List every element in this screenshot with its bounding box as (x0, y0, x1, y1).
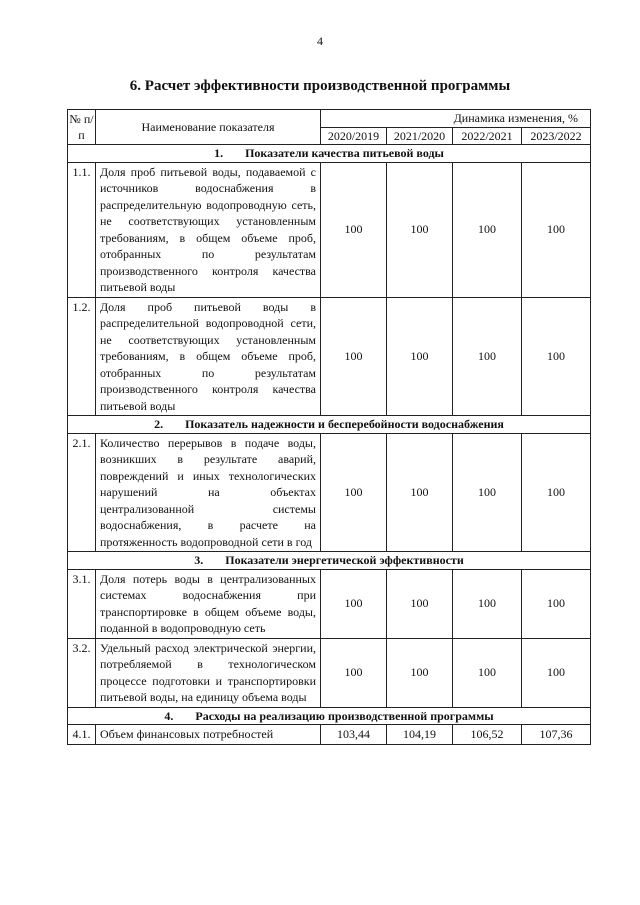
indicator-name: Удельный расход электрической энергии, потребляемой в технологическом процессе подготовки и транспортировки питьевой воды, на единицу объема воды (96, 638, 321, 707)
header-num: № п/п (68, 110, 96, 145)
efficiency-table (67, 109, 591, 745)
indicator-name: Доля проб питьевой воды, подаваемой с источников водоснабжения в распределительную водопроводную сеть, не соответствующих установленным требованиям, в общем объеме проб, отобранных по результатам производственного контроля качества питьевой воды (96, 162, 321, 297)
header-period: 2022/2021 (453, 127, 522, 145)
section-heading (68, 552, 591, 570)
indicator-value: 103,44 (321, 725, 387, 745)
page-number: 4 (317, 34, 323, 48)
indicator-value: 100 (387, 297, 453, 416)
section-number: 1. (214, 146, 224, 160)
indicator-value: 100 (387, 433, 453, 552)
indicator-value: 100 (453, 433, 522, 552)
indicator-name: Объем финансовых потребностей (96, 725, 321, 745)
indicator-value: 100 (387, 162, 453, 297)
section-number: 3. (194, 553, 204, 567)
table-row (68, 297, 591, 416)
indicator-value: 100 (321, 433, 387, 552)
indicator-value: 104,19 (387, 725, 453, 745)
indicator-name: Количество перерывов в подаче воды, возникших в результате аварий, повреждений и иных технологических нарушений на объектах централизованной системы водоснабжения, в расчете на протяженность водопроводной сети в год (96, 433, 321, 552)
section-number: 2. (154, 417, 164, 431)
row-number: 2.1. (68, 433, 96, 552)
indicator-value: 100 (522, 162, 591, 297)
indicator-value: 100 (387, 638, 453, 707)
section-title-text: Показатели энергетической эффективности (225, 553, 464, 567)
header-dynamics: Динамика изменения, % (321, 110, 591, 128)
indicator-value: 106,52 (453, 725, 522, 745)
header-period: 2021/2020 (387, 127, 453, 145)
table-row (68, 638, 591, 707)
section-heading (68, 145, 591, 163)
section-heading (68, 707, 591, 725)
indicator-name: Доля проб питьевой воды в распределительной водопроводной сети, не соответствующих установленным требованиям, в общем объеме проб, отобранных по результатам производственного контроля качества питьевой воды (96, 297, 321, 416)
section-number: 4. (164, 708, 174, 723)
indicator-value: 100 (453, 297, 522, 416)
table-header-row (68, 110, 591, 128)
section-row (68, 707, 591, 725)
header-period: 2023/2022 (522, 127, 591, 145)
row-number: 1.2. (68, 297, 96, 416)
section-heading (68, 416, 591, 434)
indicator-value: 100 (321, 638, 387, 707)
indicator-value: 100 (453, 569, 522, 638)
indicator-value: 100 (321, 569, 387, 638)
row-number: 4.1. (68, 725, 96, 745)
header-period: 2020/2019 (321, 127, 387, 145)
indicator-value: 100 (522, 569, 591, 638)
row-number: 3.2. (68, 638, 96, 707)
indicator-name: Доля потерь воды в централизованных системах водоснабжения при транспортировке в общем объеме воды, поданной в водопроводную сеть (96, 569, 321, 638)
table-row (68, 162, 591, 297)
section-row (68, 552, 591, 570)
section-title-text: Показатель надежности и бесперебойности водоснабжения (185, 417, 504, 431)
table-row (68, 569, 591, 638)
table-row (68, 433, 591, 552)
indicator-value: 100 (522, 638, 591, 707)
indicator-value: 100 (321, 297, 387, 416)
indicator-value: 100 (321, 162, 387, 297)
section-row (68, 145, 591, 163)
indicator-value: 100 (387, 569, 453, 638)
indicator-value: 100 (453, 162, 522, 297)
indicator-value: 100 (522, 297, 591, 416)
section-title-text: Расходы на реализацию производственной программы (195, 708, 494, 723)
table-row (68, 725, 591, 745)
indicator-value: 100 (453, 638, 522, 707)
row-number: 3.1. (68, 569, 96, 638)
header-name: Наименование показателя (96, 110, 321, 145)
indicator-value: 107,36 (522, 725, 591, 745)
row-number: 1.1. (68, 162, 96, 297)
section-title: 6. Расчет эффективности производственной программы (129, 78, 511, 94)
section-row (68, 416, 591, 434)
indicator-value: 100 (522, 433, 591, 552)
section-title-text: Показатели качества питьевой воды (245, 146, 444, 160)
